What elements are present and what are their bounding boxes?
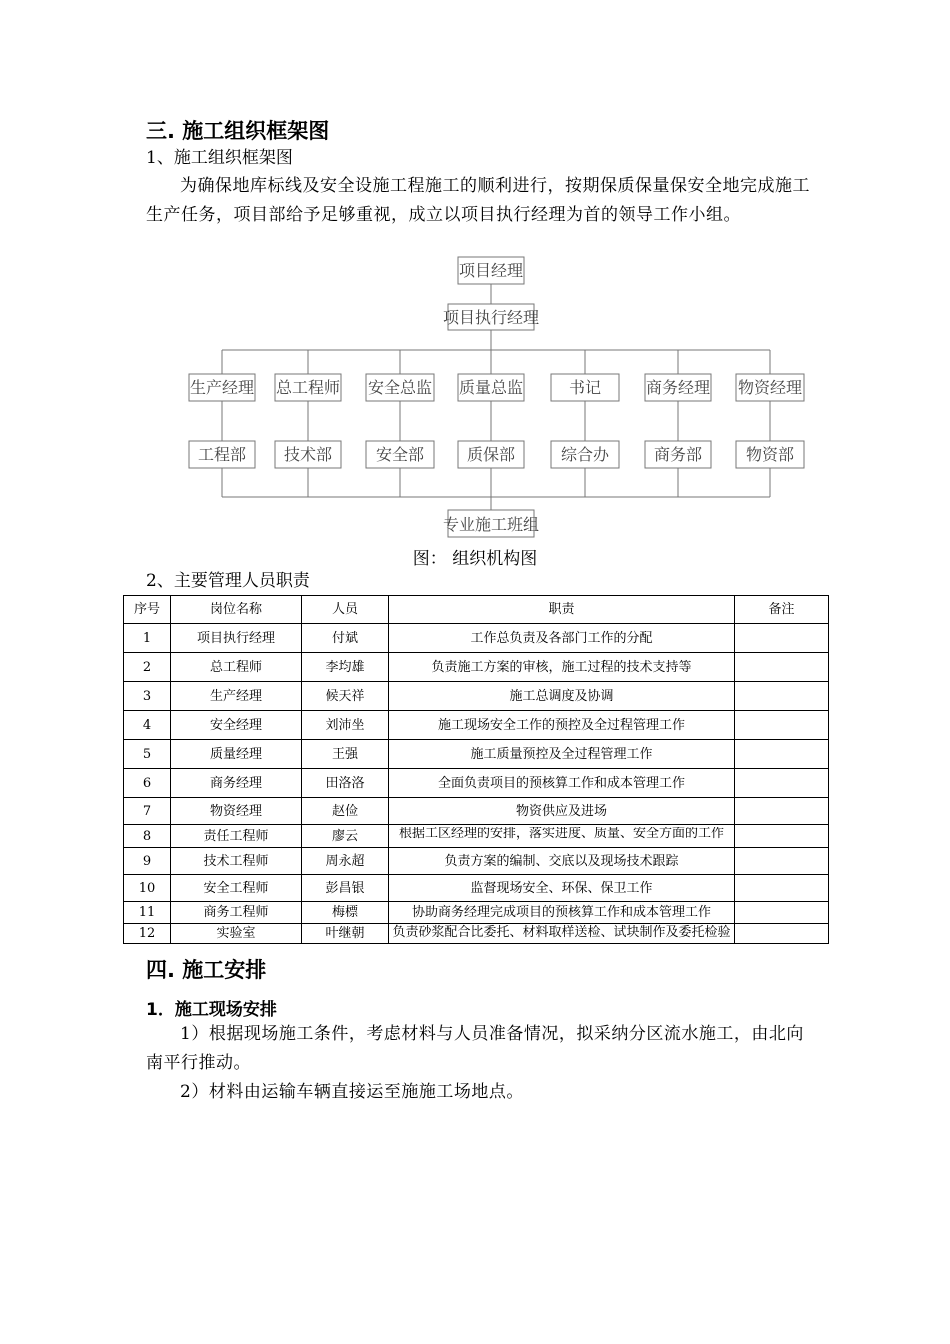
duty-table bbox=[123, 595, 829, 944]
cell-position: 实验室 bbox=[171, 924, 302, 944]
cell-no: 11 bbox=[124, 902, 171, 924]
cell-position: 商务工程师 bbox=[171, 902, 302, 924]
cell-person: 叶继朝 bbox=[302, 924, 389, 944]
cell-position: 质量经理 bbox=[171, 740, 302, 769]
cell-no: 12 bbox=[124, 924, 171, 944]
org-manager-label: 总工程师 bbox=[275, 378, 341, 397]
section-4-title: 四. 施工安排 bbox=[146, 958, 267, 982]
org-department-label: 综合办 bbox=[560, 445, 610, 464]
cell-person: 田洛洛 bbox=[302, 769, 389, 798]
cell-remark bbox=[735, 653, 829, 682]
cell-person: 梅標 bbox=[302, 902, 389, 924]
table-row bbox=[124, 740, 829, 769]
cell-remark bbox=[735, 825, 829, 848]
org-chart bbox=[0, 250, 950, 542]
cell-remark bbox=[735, 769, 829, 798]
org-department-label: 技术部 bbox=[283, 445, 333, 464]
cell-duty: 工作总负责及各部门工作的分配 bbox=[389, 624, 735, 653]
cell-person: 刘沛坐 bbox=[302, 711, 389, 740]
cell-remark bbox=[735, 624, 829, 653]
cell-duty: 负责施工方案的审核，施工过程的技术支持等 bbox=[389, 653, 735, 682]
cell-person: 王强 bbox=[302, 740, 389, 769]
section-3-title: 三. 施工组织框架图 bbox=[146, 119, 330, 143]
cell-person: 赵俭 bbox=[302, 798, 389, 825]
table-header-row bbox=[124, 596, 829, 624]
cell-person: 付斌 bbox=[302, 624, 389, 653]
cell-duty: 施工总调度及协调 bbox=[389, 682, 735, 711]
org-manager-label: 质量总监 bbox=[458, 378, 524, 397]
cell-position: 商务经理 bbox=[171, 769, 302, 798]
org-top-label: 项目经理 bbox=[458, 261, 524, 280]
org-department-label: 物资部 bbox=[745, 445, 795, 464]
table-row bbox=[124, 682, 829, 711]
org-department-label: 安全部 bbox=[375, 445, 425, 464]
cell-no: 1 bbox=[124, 624, 171, 653]
cell-position: 生产经理 bbox=[171, 682, 302, 711]
cell-duty: 全面负责项目的预核算工作和成本管理工作 bbox=[389, 769, 735, 798]
col-header-person: 人员 bbox=[302, 596, 389, 624]
table-row bbox=[124, 848, 829, 875]
subsection-2-heading: 2、主要管理人员职责 bbox=[146, 571, 310, 591]
cell-no: 5 bbox=[124, 740, 171, 769]
table-row bbox=[124, 875, 829, 902]
cell-position: 责任工程师 bbox=[171, 825, 302, 848]
cell-no: 7 bbox=[124, 798, 171, 825]
cell-position: 总工程师 bbox=[171, 653, 302, 682]
cell-remark bbox=[735, 798, 829, 825]
org-chart-boxes bbox=[189, 257, 804, 537]
org-manager-label: 书记 bbox=[568, 378, 602, 397]
cell-remark bbox=[735, 902, 829, 924]
subsection-4-1-heading: 1．施工现场安排 bbox=[146, 1000, 277, 1020]
cell-position: 项目执行经理 bbox=[171, 624, 302, 653]
arrangement-paragraph-2: 2）材料由运输车辆直接运至施施工场地点。 bbox=[180, 1082, 524, 1102]
org-manager-label: 商务经理 bbox=[645, 378, 711, 397]
col-header-no: 序号 bbox=[124, 596, 171, 624]
cell-person: 李均雄 bbox=[302, 653, 389, 682]
cell-duty: 监督现场安全、环保、保卫工作 bbox=[389, 875, 735, 902]
cell-duty: 负责方案的编制、交底以及现场技术跟踪 bbox=[389, 848, 735, 875]
org-manager-label: 生产经理 bbox=[189, 378, 255, 397]
cell-no: 2 bbox=[124, 653, 171, 682]
table-row bbox=[124, 902, 829, 924]
org-exec-label: 项目执行经理 bbox=[442, 308, 540, 327]
org-bottom-label: 专业施工班组 bbox=[442, 515, 540, 534]
cell-no: 4 bbox=[124, 711, 171, 740]
cell-no: 8 bbox=[124, 825, 171, 848]
cell-no: 3 bbox=[124, 682, 171, 711]
cell-remark bbox=[735, 740, 829, 769]
cell-duty: 协助商务经理完成项目的预核算工作和成本管理工作 bbox=[389, 902, 735, 924]
table-row bbox=[124, 769, 829, 798]
col-header-duty: 职责 bbox=[389, 596, 735, 624]
cell-duty: 物资供应及进场 bbox=[389, 798, 735, 825]
subsection-1-heading: 1、施工组织框架图 bbox=[146, 148, 293, 168]
cell-no: 10 bbox=[124, 875, 171, 902]
cell-person: 廖云 bbox=[302, 825, 389, 848]
cell-position: 安全工程师 bbox=[171, 875, 302, 902]
cell-position: 技术工程师 bbox=[171, 848, 302, 875]
cell-no: 6 bbox=[124, 769, 171, 798]
org-department-label: 工程部 bbox=[197, 445, 247, 464]
org-department-label: 质保部 bbox=[466, 445, 516, 464]
cell-remark bbox=[735, 682, 829, 711]
cell-remark bbox=[735, 875, 829, 902]
cell-position: 安全经理 bbox=[171, 711, 302, 740]
cell-position: 物资经理 bbox=[171, 798, 302, 825]
cell-person: 彭昌银 bbox=[302, 875, 389, 902]
table-row bbox=[124, 624, 829, 653]
col-header-remark: 备注 bbox=[735, 596, 829, 624]
table-row bbox=[124, 798, 829, 825]
org-manager-label: 物资经理 bbox=[737, 378, 803, 397]
arrangement-paragraph-1: 1）根据现场施工条件，考虑材料与人员准备情况，拟采纳分区流水施工，由北向南平行推动。 bbox=[146, 1024, 804, 1073]
cell-person: 周永超 bbox=[302, 848, 389, 875]
col-header-position: 岗位名称 bbox=[171, 596, 302, 624]
table-row bbox=[124, 653, 829, 682]
org-department-label: 商务部 bbox=[653, 445, 703, 464]
cell-remark bbox=[735, 848, 829, 875]
cell-duty: 施工现场安全工作的预控及全过程管理工作 bbox=[389, 711, 735, 740]
org-manager-label: 安全总监 bbox=[367, 378, 433, 397]
table-row bbox=[124, 825, 829, 848]
cell-person: 候天祥 bbox=[302, 682, 389, 711]
cell-remark bbox=[735, 924, 829, 944]
cell-duty: 施工质量预控及全过程管理工作 bbox=[389, 740, 735, 769]
cell-remark bbox=[735, 711, 829, 740]
intro-paragraph: 为确保地库标线及安全设施工程施工的顺利进行，按期保质保量保安全地完成施工生产任务，项目部给予足够重视，成立以项目执行经理为首的领导工作小组。 bbox=[146, 176, 810, 225]
cell-duty: 负责砂浆配合比委托、材料取样送检、试块制作及委托检验 bbox=[389, 924, 735, 944]
cell-no: 9 bbox=[124, 848, 171, 875]
table-row bbox=[124, 711, 829, 740]
cell-duty: 根据工区经理的安排，落实进度、质量、安全方面的工作 bbox=[389, 825, 735, 848]
org-chart-caption: 图： 组织机构图 bbox=[412, 549, 538, 569]
table-row bbox=[124, 924, 829, 944]
